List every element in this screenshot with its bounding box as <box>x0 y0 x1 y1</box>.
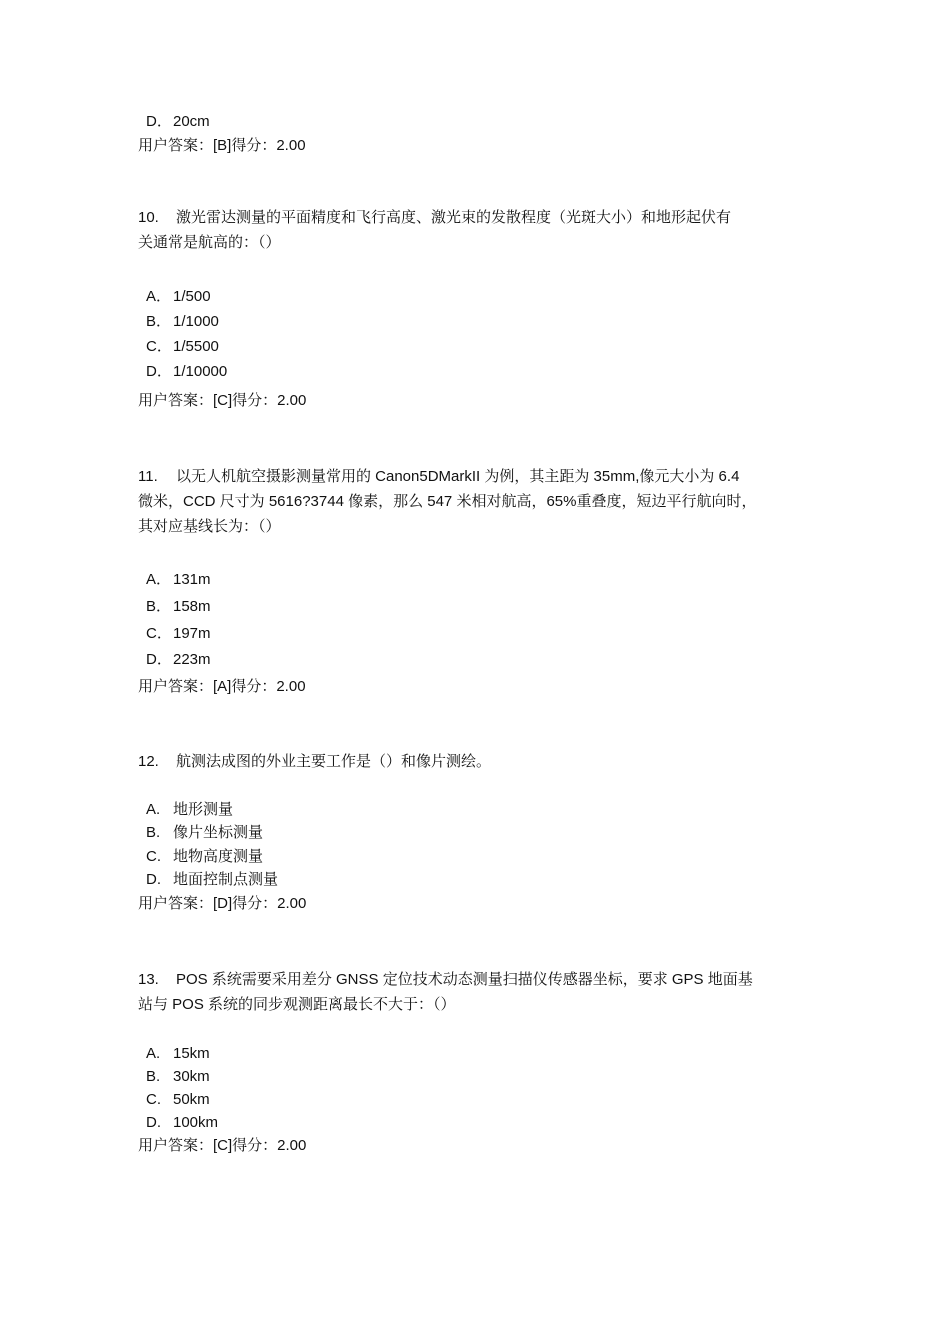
q11-text-line2: 微米，CCD 尺寸为 5616?3744 像素，那么 547 米相对航高，65%重叠度，短边平行航向时， <box>138 493 757 510</box>
q13-option-b: B. 30km <box>146 1068 210 1085</box>
q13-user-answer: 用户答案：[C]得分：2.00 <box>138 1137 307 1154</box>
q13-text-line1: 13. POS 系统需要采用差分 GNSS 定位技术动态测量扫描仪传感器坐标，要求 GPS 地面基 <box>138 971 753 988</box>
q10-option-c: C．1/5500 <box>146 338 219 355</box>
q10-option-b: B． 1/1000 <box>146 313 219 330</box>
q11-text-line3: 其对应基线长为：（） <box>138 518 281 535</box>
q10-text-line1: 10. 激光雷达测量的平面精度和飞行高度、激光束的发散程度（光斑大小）和地形起伏有 <box>138 209 732 226</box>
q9-user-answer: 用户答案：[B]得分：2.00 <box>138 137 306 154</box>
q12-option-c: C. 地物高度测量 <box>146 848 264 865</box>
q9-option-d: D．20cm <box>146 113 210 130</box>
q11-option-d: D．223m <box>146 651 211 668</box>
q12-number: 12. <box>138 753 159 770</box>
q11-option-c: C．197m <box>146 625 211 642</box>
q12-text-line1: 12. 航测法成图的外业主要工作是（）和像片测绘。 <box>138 753 492 770</box>
q11-number: 11. <box>138 468 158 485</box>
q10-option-d: D．1/10000 <box>146 363 228 380</box>
q10-user-answer: 用户答案：[C]得分：2.00 <box>138 392 307 409</box>
q11-user-answer: 用户答案：[A]得分：2.00 <box>138 678 306 695</box>
q12-user-answer: 用户答案：[D]得分：2.00 <box>138 895 307 912</box>
q12-option-b: B. 像片坐标测量 <box>146 824 264 841</box>
q10-text-line2: 关通常是航高的：（） <box>138 234 281 251</box>
q10-number: 10. <box>138 209 159 226</box>
q11-option-a: A． 131m <box>146 571 211 588</box>
q13-option-a: A. 15km <box>146 1045 210 1062</box>
q12-option-a: A. 地形测量 <box>146 801 234 818</box>
q13-option-c: C. 50km <box>146 1091 210 1108</box>
q11-option-b: B． 158m <box>146 598 211 615</box>
q13-option-d: D. 100km <box>146 1114 219 1131</box>
q13-number: 13. <box>138 971 159 988</box>
q10-option-a: A． 1/500 <box>146 288 211 305</box>
q13-text-line2: 站与 POS 系统的同步观测距离最长不大于：（） <box>138 996 456 1013</box>
q12-option-d: D. 地面控制点测量 <box>146 871 279 888</box>
q11-text-line1: 11. 以无人机航空摄影测量常用的 Canon5DMarkII 为例，其主距为 35mm,像元大小为 6.4 <box>138 468 740 485</box>
